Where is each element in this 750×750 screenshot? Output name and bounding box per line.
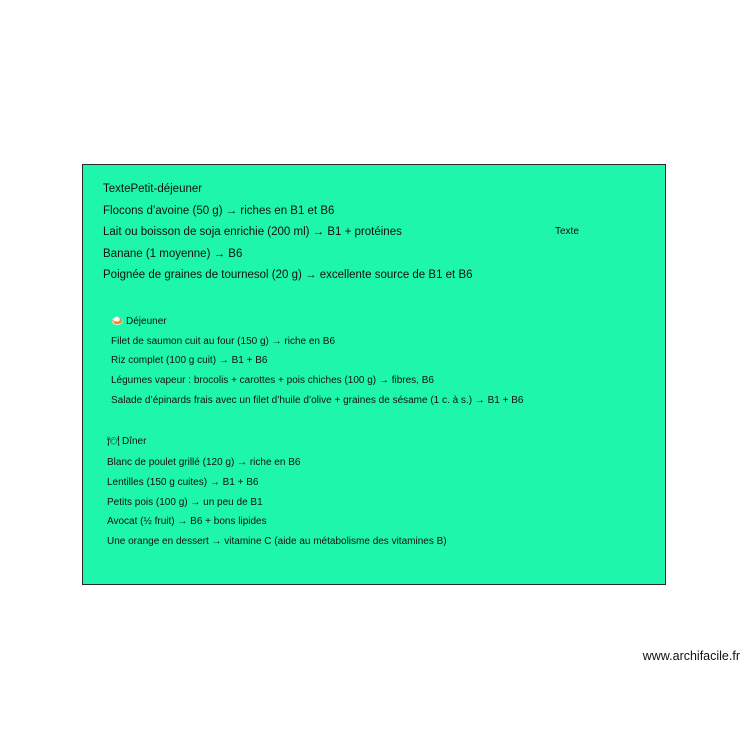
lunch-item: Légumes vapeur : brocolis + carottes + pois chiches (100 g) → fibres, B6: [111, 375, 434, 386]
lunch-item: Riz complet (100 g cuit) → B1 + B6: [111, 355, 268, 366]
breakfast-item: Lait ou boisson de soja enrichie (200 ml) → B1 + protéines: [103, 226, 402, 238]
dinner-item: Blanc de poulet grillé (120 g) → riche en B6: [107, 457, 301, 468]
dinner-plate-icon: 🍽: [107, 436, 120, 447]
lunch-title: Déjeuner: [126, 316, 167, 327]
lunch-item: Filet de saumon cuit au four (150 g) → riche en B6: [111, 336, 336, 347]
breakfast-item: Flocons d’avoine (50 g) → riches en B1 et B6: [103, 205, 335, 217]
lunch-item: Salade d’épinards frais avec un filet d’huile d’olive + graines de sésame (1 c. à s.) → B1 + B6: [111, 395, 524, 406]
breakfast-item: Banane (1 moyenne) → B6: [103, 248, 243, 260]
lunch-header: [111, 317, 167, 327]
dinner-item: Lentilles (150 g cuites) → B1 + B6: [107, 477, 259, 488]
dinner-item: Petits pois (100 g) → un peu de B1: [107, 497, 263, 508]
lunch-plate-icon: 🍛: [111, 316, 124, 327]
breakfast-title[interactable]: TextePetit-déjeuner: [103, 183, 203, 195]
text-label[interactable]: Texte: [555, 226, 579, 237]
dinner-title: Dîner: [122, 436, 147, 447]
dinner-item: Une orange en dessert → vitamine C (aide au métabolisme des vitamines B): [107, 536, 447, 547]
archifacile-watermark: www.archifacile.fr: [642, 649, 740, 663]
dinner-header: [107, 437, 146, 447]
dinner-item: Avocat (½ fruit) → B6 + bons lipides: [107, 516, 267, 527]
breakfast-item: Poignée de graines de tournesol (20 g) → excellente source de B1 et B6: [103, 269, 473, 281]
